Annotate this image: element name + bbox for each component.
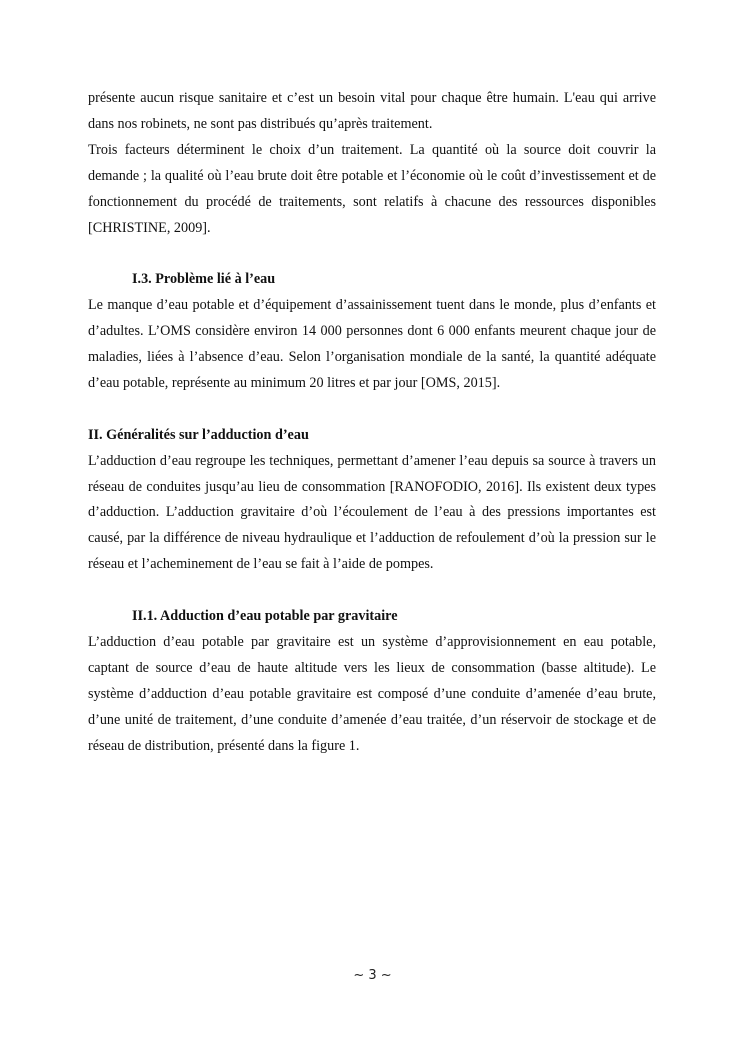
paragraph-water-safety: présente aucun risque sanitaire et c’est un besoin vital pour chaque être humain. L'eau qui arrive dans nos robinets, ne sont pas distribués qu’après traitement. — [88, 90, 656, 132]
spacer — [88, 397, 656, 423]
section-heading-ii: II. Généralités sur l’adduction d’eau — [88, 426, 309, 443]
paragraph-water-problem: Le manque d’eau potable et d’équipement d’assainissement tuent dans le monde, plus d’enfants et d’adultes. L’OMS considère environ 14 000 personnes dont 6 000 enfants meurent chaque jour de maladies, liées à l’absence d’eau. Selon l’organisation mondiale de la santé, la quantité adéquate d’eau potable, représente au minimum 20 litres et par jour [OMS, 2015]. — [88, 297, 656, 391]
document-page — [88, 86, 656, 760]
paragraph-gravity-supply: L’adduction d’eau potable par gravitaire est un système d’approvisionnement en eau potable, captant de source d’eau de haute altitude vers les lieux de consommation (basse altitude). Le système d’adduction d’eau potable gravitaire est composé d’une conduite d’amenée d’eau brute, d’une unité de traitement, d’une conduite d’amenée d’eau traitée, d’un réservoir de stockage et de réseau de distribution, présenté dans la figure 1. — [88, 633, 656, 754]
paragraph-water-supply: L’adduction d’eau regroupe les techniques, permettant d’amener l’eau depuis sa source à travers un réseau de conduites jusqu’au lieu de consommation [RANOFODIO, 2016]. Ils existent deux types d’adduction. L’adduction gravitaire d’où l’écoulement de l’eau à des pressions importantes est causé, par la différence de niveau hydraulique et l’adduction de refoulement d’où la pression sur le réseau et l’acheminement de l’eau se fait à l’aide de pompes. — [88, 452, 656, 573]
section-heading-i3: I.3. Problème lié à l’eau — [132, 271, 276, 288]
section-heading-ii1: II.1. Adduction d’eau potable par gravitaire — [132, 608, 398, 625]
spacer — [88, 578, 656, 604]
page-number: ~ 3 ~ — [353, 968, 392, 983]
spacer — [88, 241, 656, 267]
paragraph-treatment-factors: Trois facteurs déterminent le choix d’un traitement. La quantité où la source doit couvrir la demande ; la qualité où l’eau brute doit être potable et l’économie où le coût d’investissement et de fonctionnement du procédé de traitements, sont relatifs à chacune des ressources disponibles [CHRISTINE, 2009]. — [88, 141, 656, 236]
